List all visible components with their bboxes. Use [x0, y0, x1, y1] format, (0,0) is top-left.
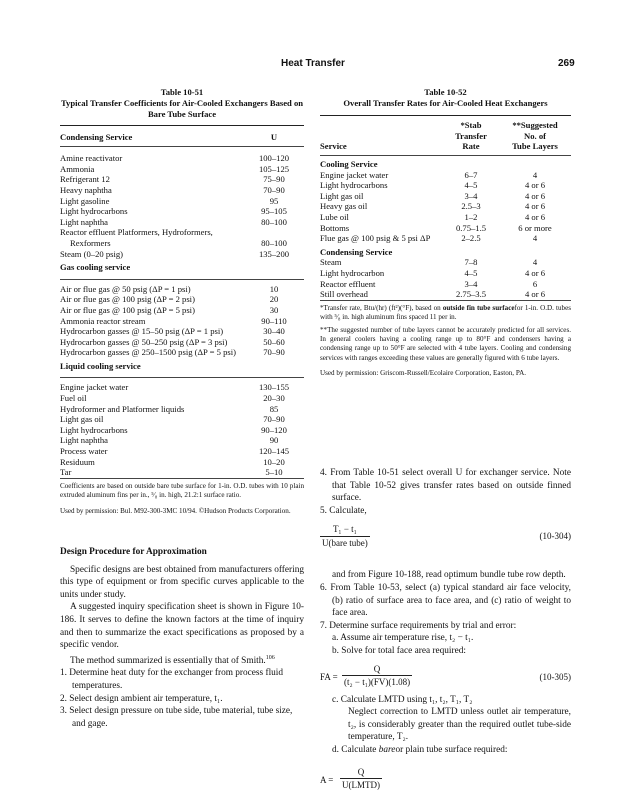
row-value: 2–2.5	[461, 233, 481, 244]
row-label: Light gas oil	[60, 414, 104, 425]
row-label: Ammonia	[60, 163, 95, 174]
row-value: 7–8	[464, 257, 478, 268]
table-row	[60, 446, 304, 457]
paragraph: Specific designs are best obtained from manufacturers offering this type of equipment or from specific curves applicable to the units under study.	[60, 564, 304, 600]
row-label: Light hydrocarbons	[320, 180, 388, 191]
row-value: 95	[269, 195, 279, 206]
procedure-continued	[320, 467, 571, 795]
row-label: Refrigerant 12	[60, 174, 110, 185]
row-value: 20–30	[263, 393, 285, 404]
equation-lhs: A =	[320, 774, 334, 785]
table-row	[60, 217, 304, 228]
row-value: 4 or 6	[524, 190, 546, 201]
row-value: 130–155	[258, 382, 290, 393]
row-value: 3–4	[464, 190, 478, 201]
table-row	[60, 393, 304, 404]
procedure-step: 1. Determine heat duty for the exchanger from process fluid temperatures.	[60, 668, 284, 692]
row-label: Air or flue gas @ 100 psig (ΔP = 5 psi)	[60, 304, 195, 315]
step-4: 4. From Table 10-51 select overall U for exchanger service. Note that Table 10-52 gives transfer rates based on outside finned surface.	[320, 468, 571, 504]
row-value: 6	[532, 278, 538, 289]
table-row	[60, 206, 304, 217]
table-row	[60, 185, 304, 196]
row-value: 50–60	[263, 336, 285, 347]
row-label: Residuum	[60, 456, 95, 467]
row-label: Rexformers	[70, 237, 111, 248]
table-row	[320, 180, 571, 191]
table-number: Table 10-51	[160, 87, 204, 97]
row-label: Steam (0–20 psig)	[60, 248, 124, 259]
row-label: Amine reactivator	[60, 153, 123, 164]
row-value: 6 or more	[518, 222, 552, 233]
table-10-52	[320, 87, 571, 379]
row-value: 20	[269, 294, 279, 305]
row-value: 0.75–1.5	[455, 222, 487, 233]
row-value: 120–145	[258, 446, 290, 457]
row-value: 4–5	[464, 180, 478, 191]
row-label: Light gas oil	[320, 190, 364, 201]
row-value: 4 or 6	[524, 289, 546, 300]
row-value: 5–10	[265, 467, 283, 478]
row-label: Engine jacket water	[320, 169, 389, 180]
row-label: Reactor effluent	[320, 278, 376, 289]
table-row	[60, 435, 304, 446]
row-value: 4	[532, 169, 538, 180]
table-row	[60, 284, 304, 295]
table-row	[320, 257, 571, 268]
row-label: Light naphtha	[60, 216, 108, 227]
table-row	[320, 279, 571, 290]
equation-denominator: (t₂ − t₁)(FV)(1.08)	[344, 677, 411, 688]
row-label: Ammonia reactor stream	[60, 315, 146, 326]
row-label: Bottoms	[320, 222, 350, 233]
table-row	[320, 268, 571, 279]
row-label: Hydrocarbon gasses @ 250–1500 psig (ΔP = 5 psi)	[60, 347, 236, 358]
equation-number: (10-305)	[539, 671, 571, 682]
section-heading: Cooling Service	[320, 158, 378, 169]
table-row	[60, 305, 304, 316]
table-header-row	[320, 116, 571, 156]
equation-number: (10-304)	[539, 531, 571, 542]
equation-numerator: Q	[342, 663, 412, 677]
table-row	[60, 337, 304, 348]
row-value: 4 or 6	[524, 211, 546, 222]
row-value: 70–90	[263, 347, 285, 358]
row-value: 70–90	[263, 184, 285, 195]
equation-10-305	[320, 662, 571, 694]
row-label: Engine jacket water	[60, 382, 129, 393]
row-value: 4	[532, 233, 538, 244]
table-credit: Used by permission: Griscom-Russell/Ecolaire Corporation, Easton, PA.	[320, 369, 527, 378]
row-value	[244, 227, 304, 238]
row-value: 90–110	[261, 315, 287, 326]
row-value: 80–100	[261, 237, 287, 248]
row-value: 90	[269, 435, 279, 446]
column-header: **Suggested No. of Tube Layers	[512, 120, 558, 152]
procedure-steps	[60, 667, 304, 730]
table-row	[60, 404, 304, 415]
row-label: Steam	[320, 257, 342, 268]
table-row	[60, 294, 304, 305]
row-value: 4 or 6	[524, 180, 546, 191]
table-header-row	[60, 125, 304, 147]
table-footnote: Coefficients are based on outside bare tube surface for 1-in. O.D. tubes with 10 plain extruded aluminum fins per in., ⁵⁄₈ in. high, 21.2:1 surface ratio.	[60, 481, 304, 500]
table-row	[60, 425, 304, 436]
row-label: Light gasoline	[60, 195, 110, 206]
row-value: 2.75–3.5	[455, 289, 487, 300]
table-row	[60, 196, 304, 207]
section-heading: Gas cooling service	[60, 262, 131, 273]
step-7b: b. Solve for total face area required:	[332, 645, 466, 656]
row-value: 2.5–3	[461, 201, 481, 212]
row-label: Reactor effluent Platformers, Hydroformers,	[60, 227, 213, 238]
table-row	[60, 153, 304, 164]
design-procedure	[60, 546, 304, 730]
row-label: Tar	[60, 467, 72, 478]
row-label: Process water	[60, 446, 108, 457]
row-label: Heavy naphtha	[60, 184, 112, 195]
equation-lhs: FA =	[320, 671, 338, 682]
paragraph: The method summarized is essentially that of Smith.$^{106}$	[70, 654, 275, 666]
row-value: 4 or 6	[524, 267, 546, 278]
row-value: 135–200	[258, 248, 290, 259]
row-label: Fuel oil	[60, 393, 87, 404]
procedure-step: 3. Select design pressure on tube side, tube material, tube size, and gage.	[60, 706, 293, 729]
equation-denominator: U(bare tube)	[322, 537, 368, 548]
table-row	[60, 227, 304, 238]
table-title: Typical Transfer Coefficients for Air-Cooled Exchangers Based on Bare Tube Surface	[60, 97, 304, 119]
table-credit: Used by permission: Bul. M92-300-3MC 10/94. ©Hudson Products Corporation.	[60, 506, 291, 515]
section-heading: Liquid cooling service	[60, 360, 141, 371]
table-row	[60, 457, 304, 468]
paragraph: A suggested inquiry specification sheet is shown in Figure 10-186. It serves to define the known factors at the time of inquiry and then to summarize the exact specifications as proposed by a specific vendor.	[60, 602, 304, 651]
table-row	[60, 382, 304, 393]
table-row	[60, 238, 304, 249]
row-label: Air or flue gas @ 100 psig (ΔP = 2 psi)	[60, 294, 195, 305]
row-label: Hydroformer and Platformer liquids	[60, 403, 185, 414]
equation-numerator: Q	[340, 766, 382, 780]
row-label: Air or flue gas @ 50 psig (ΔP = 1 psi)	[60, 283, 191, 294]
running-header-title: Heat Transfer	[281, 58, 345, 69]
table-row	[60, 347, 304, 358]
procedure-step: 2. Select design ambient air temperature, t₁.	[60, 693, 223, 704]
equation-10-304	[320, 521, 571, 555]
paragraph: and from Figure 10-188, read optimum bundle tube row depth.	[332, 570, 566, 581]
step-6: 6. From Table 10-53, select (a) typical standard air face velocity, (b) ratio of surface area to face area, and (c) ratio of weight to face area.	[320, 582, 571, 619]
table-row	[60, 316, 304, 327]
column-header: U	[270, 131, 278, 142]
table-row	[60, 326, 304, 337]
row-label: Heavy gas oil	[320, 201, 368, 212]
row-label: Light naphtha	[60, 435, 108, 446]
column-header: Service	[320, 141, 347, 152]
row-label: Light hydrocarbons	[60, 424, 128, 435]
step-5: 5. Calculate,	[320, 505, 367, 516]
step-7c-note: Neglect correction to LMTD unless outlet air temperature, t₂, is considerably greater than the required outlet tube-side temperature, T₂.	[348, 707, 571, 743]
row-label: Hydrocarbon gasses @ 50–250 psig (ΔP = 3 psi)	[60, 336, 228, 347]
table-row	[320, 201, 571, 212]
row-label: Still overhead	[320, 289, 368, 300]
row-value: 10–20	[263, 456, 285, 467]
table-row	[320, 289, 571, 300]
equation-denominator: U(LMTD)	[342, 780, 380, 791]
step-7a: a. Assume air temperature rise, t₂ − t₁.	[332, 633, 474, 644]
table-footnote: **The suggested number of tube layers cannot be accurately predicted for all services. In general coolers having a cooling range up to 80°F and condensers having a condensing range up to 50°F are selected with 4 tube layers. Cooling and condensing services with ranges exceeding these values are generally figured with 6 tube layers.	[320, 325, 571, 362]
table-row	[60, 414, 304, 425]
table-footnote: *Transfer rate, Btu/(hr) (ft²)(°F), based on outside fin tube surfacefor 1-in. O.D. tubes with ⁵⁄₈ in. high aluminum fins spaced 11 per in.	[320, 303, 571, 322]
row-value: 105–125	[258, 163, 290, 174]
row-value: 4	[532, 257, 538, 268]
table-number: Table 10-52	[424, 87, 467, 97]
section-heading: Design Procedure for Approximation	[60, 547, 207, 557]
row-value: 3–4	[464, 278, 478, 289]
row-value: 80–100	[261, 216, 287, 227]
table-title: Overall Transfer Rates for Air-Cooled Heat Exchangers	[343, 97, 548, 108]
transfer-coefficient-table	[60, 125, 304, 482]
table-row	[320, 233, 571, 244]
row-value: 100–120	[258, 153, 290, 164]
row-label: Flue gas @ 100 psig & 5 psi ΔP	[320, 233, 431, 244]
row-value: 4 or 6	[524, 201, 546, 212]
equation-numerator: T₁ − t₁	[320, 523, 370, 537]
table-row	[60, 164, 304, 175]
transfer-rate-table	[320, 115, 571, 304]
row-value: 70–90	[263, 414, 285, 425]
column-header: *Stab Transfer Rate	[455, 120, 487, 152]
page-number: 269	[558, 58, 575, 69]
step-7d: d. Calculate bareor plain tube surface required:	[332, 744, 508, 755]
table-row	[320, 223, 571, 234]
table-row	[60, 467, 304, 478]
row-value: 30	[269, 304, 279, 315]
table-row	[320, 170, 571, 181]
table-row	[60, 174, 304, 185]
row-label: Light hydrocarbon	[320, 267, 385, 278]
row-label: Light hydrocarbons	[60, 206, 128, 217]
row-value: 30–40	[263, 326, 285, 337]
row-value: 95–105	[261, 206, 287, 217]
row-value: 4–5	[464, 267, 478, 278]
table-row	[320, 212, 571, 223]
row-value: 85	[269, 403, 279, 414]
row-value: 6–7	[464, 169, 478, 180]
step-7c: c. Calculate LMTD using t₁, t₂, T₁, T₂	[332, 694, 473, 705]
step-7: 7. Determine surface requirements by trial and error:	[320, 620, 517, 631]
equation-area	[320, 765, 571, 795]
table-10-51	[60, 87, 304, 516]
row-value: 90–120	[261, 424, 287, 435]
row-value: 1–2	[464, 211, 478, 222]
row-value: 10	[269, 283, 279, 294]
section-heading: Condensing Service	[320, 246, 393, 257]
row-value: 75–90	[263, 174, 285, 185]
table-row	[60, 249, 304, 260]
column-header: Condensing Service	[60, 131, 133, 142]
row-label: Hydrocarbon gasses @ 15–50 psig (ΔP = 1 psi)	[60, 326, 224, 337]
table-row	[320, 191, 571, 202]
row-label: Lube oil	[320, 211, 349, 222]
